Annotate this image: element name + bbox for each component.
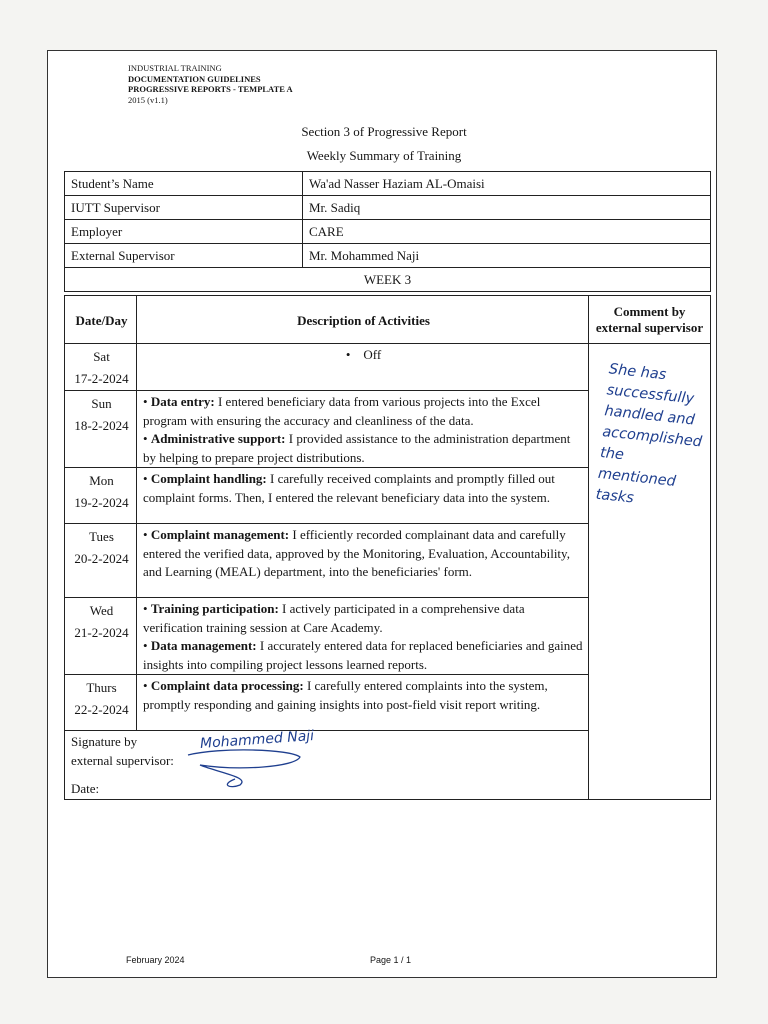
activities-header-row xyxy=(65,296,711,344)
activity-heading: Complaint handling: xyxy=(150,471,267,486)
activity-heading: Administrative support: xyxy=(150,431,286,446)
comment-cell xyxy=(589,344,711,800)
info-row-employer xyxy=(65,220,711,244)
day-cell xyxy=(65,468,137,524)
header-line-1: INDUSTRIAL TRAINING xyxy=(128,63,222,73)
document-header xyxy=(128,63,293,105)
section-title: Section 3 of Progressive Report xyxy=(301,124,467,139)
day-name: Sun xyxy=(91,396,112,411)
activity-heading: Data entry: xyxy=(150,394,215,409)
activity-heading: Training participation: xyxy=(150,601,279,616)
column-comment: Comment by external supervisor xyxy=(589,296,711,344)
activity-description xyxy=(137,524,589,598)
activity-text: I actively participated in a comprehensive data verification training session at Care Academy. xyxy=(143,601,525,635)
activity-heading: Complaint management: xyxy=(150,527,290,542)
bullet: • xyxy=(143,471,148,486)
signature-date-label: Date: xyxy=(71,781,100,796)
handwritten-signature: Mohammed Naji xyxy=(199,728,315,752)
info-row-student xyxy=(65,172,711,196)
signature-label-line-1: Signature by xyxy=(71,734,138,749)
activity-description xyxy=(137,598,589,675)
activity-description xyxy=(137,468,589,524)
info-value: Wa'ad Nasser Haziam AL-Omaisi xyxy=(303,172,711,196)
bullet: • xyxy=(143,678,148,693)
day-cell xyxy=(65,524,137,598)
activity-text: I carefully entered complaints into the system, promptly responding and gaining insights into post-field visit report writing. xyxy=(143,678,548,712)
day-cell xyxy=(65,391,137,468)
bullet: • xyxy=(345,347,351,362)
column-description: Description of Activities xyxy=(137,296,589,344)
column-date-day: Date/Day xyxy=(65,296,137,344)
activity-text: I carefully received complaints and promptly filled out complaint forms. Then, I entered the relevant beneficiary data into the system. xyxy=(143,471,555,505)
day-date: 21-2-2024 xyxy=(74,625,129,640)
activity-text: I provided assistance to the administration department by helping to prepare project distributions. xyxy=(143,431,571,465)
activities-table xyxy=(64,295,711,800)
activity-heading: Data management: xyxy=(150,638,257,653)
day-name: Thurs xyxy=(86,680,117,695)
info-row-iutt-supervisor xyxy=(65,196,711,220)
bullet: • xyxy=(143,638,148,653)
activity-description xyxy=(137,675,589,731)
bullet: • xyxy=(143,394,148,409)
activity-item xyxy=(143,393,584,430)
bullet: • xyxy=(143,431,148,446)
day-date: 17-2-2024 xyxy=(74,371,129,386)
signature-label-line-2: external supervisor: xyxy=(71,752,174,768)
day-date: 18-2-2024 xyxy=(74,418,129,433)
info-label: External Supervisor xyxy=(65,244,303,268)
activity-text: Off xyxy=(363,347,382,362)
day-name: Wed xyxy=(89,603,114,618)
day-cell xyxy=(65,598,137,675)
handwritten-comment: She has successfully handled and accomplished the mentioned tasks xyxy=(594,361,703,507)
info-label: Employer xyxy=(65,220,303,244)
activity-item xyxy=(143,600,584,637)
info-row-external-supervisor xyxy=(65,244,711,268)
footer-page-number: Page 1 / 1 xyxy=(370,955,412,965)
header-line-3: PROGRESSIVE REPORTS - TEMPLATE A xyxy=(128,84,293,94)
activity-heading: Complaint data processing: xyxy=(150,678,304,693)
day-date: 19-2-2024 xyxy=(74,495,129,510)
activity-item xyxy=(143,637,584,674)
activity-text: I entered beneficiary data from various projects into the Excel program with ensuring the accuracy and cleanliness of the data. xyxy=(143,394,541,428)
day-date: 20-2-2024 xyxy=(74,551,129,566)
info-value: CARE xyxy=(303,220,711,244)
signature-flourish-icon xyxy=(180,745,320,790)
day-name: Tues xyxy=(89,529,114,544)
activity-item xyxy=(143,430,584,467)
bullet: • xyxy=(143,527,148,542)
section-subtitle: Weekly Summary of Training xyxy=(306,148,462,163)
bullet: • xyxy=(143,601,148,616)
activity-text: I efficiently recorded complainant data and carefully entered the verified data, approved by the Monitoring, Evaluation, Accountability, and Learning (MEAL) department, into the beneficiaries' form. xyxy=(143,527,570,579)
info-label: IUTT Supervisor xyxy=(65,196,303,220)
info-value: Mr. Sadiq xyxy=(303,196,711,220)
signature-cell xyxy=(65,731,589,800)
activity-description xyxy=(137,344,589,391)
week-label: WEEK 3 xyxy=(65,268,711,292)
activity-text: I accurately entered data for replaced beneficiaries and gained insights into compiling project lessons learned reports. xyxy=(143,638,583,672)
day-date: 22-2-2024 xyxy=(74,702,129,717)
header-line-4: 2015 (v1.1) xyxy=(128,94,168,105)
day-name: Sat xyxy=(93,349,110,364)
day-name: Mon xyxy=(89,473,114,488)
footer-date: February 2024 xyxy=(126,955,185,965)
activity-row-sat xyxy=(65,344,711,391)
day-cell xyxy=(65,675,137,731)
info-value: Mr. Mohammed Naji xyxy=(303,244,711,268)
header-line-2: DOCUMENTATION GUIDELINES xyxy=(128,73,261,84)
activity-description xyxy=(137,391,589,468)
week-row xyxy=(65,268,711,292)
day-cell xyxy=(65,344,137,391)
student-info-table xyxy=(64,171,711,292)
info-label: Student’s Name xyxy=(65,172,303,196)
